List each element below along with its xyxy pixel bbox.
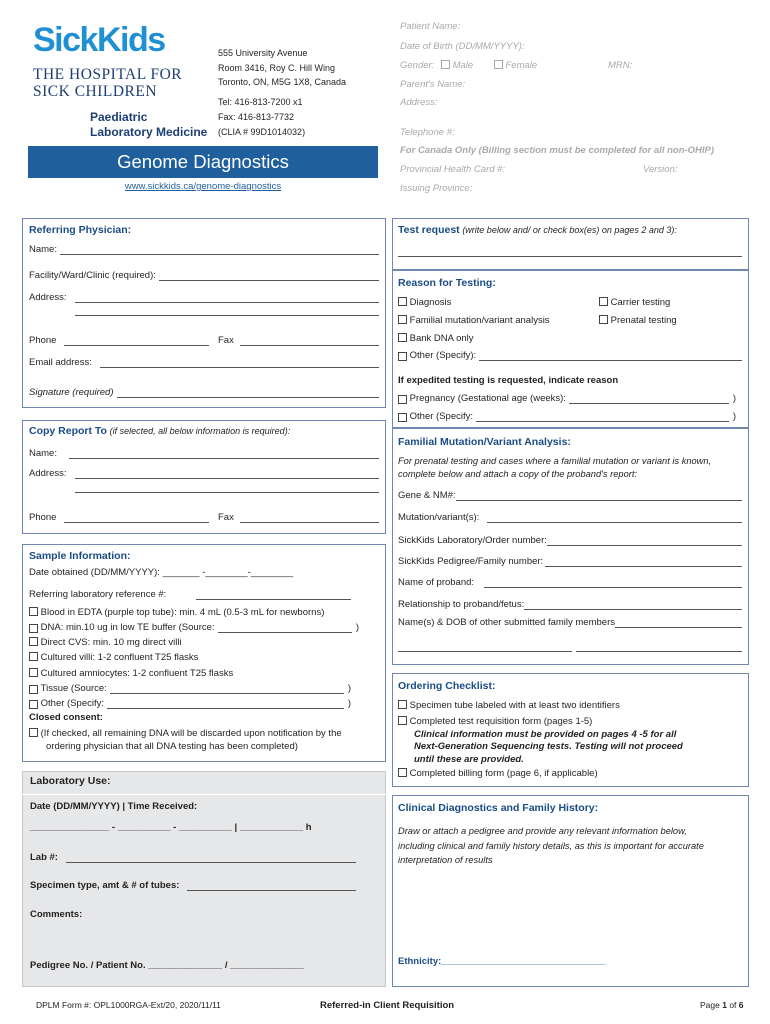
mutation-label: Mutation/variant(s): (398, 512, 480, 523)
ethnicity-field[interactable]: Ethnicity:_______________________________ (398, 956, 606, 967)
test-request-field[interactable] (398, 256, 742, 257)
reason-other (398, 350, 742, 361)
sample-item-label: Tissue (Source: (40, 683, 107, 694)
pedigree-number-row (398, 556, 742, 567)
footer-title: Referred-in Client Requisition (320, 1000, 455, 1011)
checklist-item-2-label: Completed test requisition form (pages 1-5) (409, 716, 593, 727)
ref-address-field-2[interactable] (75, 315, 379, 316)
copy-fax-row (218, 512, 379, 523)
prenatal-testing-label: Prenatal testing (610, 315, 677, 326)
lab-number-label: Lab #: (30, 852, 58, 863)
tissue-source-field[interactable] (110, 685, 344, 694)
department-line-1: Paediatric (90, 110, 148, 124)
test-request-title-row (398, 224, 677, 236)
clinical-text-3: interpretation of results (398, 855, 493, 865)
expedited-other-field[interactable] (476, 413, 729, 422)
copy-report-note: (if selected, all below information is required): (109, 426, 291, 436)
sample-ref-field[interactable] (196, 591, 351, 600)
copy-report-title: Copy Report To (29, 425, 107, 437)
family-members-row (398, 617, 742, 628)
province-label: Issuing Province: (400, 183, 473, 194)
logo-line-1: THE HOSPITAL FOR (33, 66, 183, 83)
logo-line-2: SICK CHILDREN (33, 83, 158, 100)
lab-date-field[interactable]: _______________ - __________ - __________ | ____________ h (30, 822, 312, 833)
male-label: Male (452, 60, 474, 71)
copy-phone-row (29, 512, 209, 523)
checklist-item-2-note-1: Clinical information must be provided on pages 4 -5 for all (414, 728, 677, 740)
closed-consent-text-1: (If checked, all remaining DNA will be discarded upon notification by the (40, 728, 342, 739)
gestational-age-field[interactable] (569, 395, 729, 404)
reason-bank (398, 333, 474, 344)
test-request-note: (write below and/ or check box(es) on pages 2 and 3): (462, 225, 677, 235)
family-members-field-2a[interactable] (398, 651, 572, 652)
bank-dna-checkbox[interactable] (398, 333, 407, 342)
mutation-field[interactable] (487, 514, 742, 523)
lab-number-row (30, 852, 356, 863)
ref-facility-label: Facility/Ward/Clinic (required): (29, 270, 156, 281)
form-number: DPLM Form #: OPL1000RGA-Ext/20, 2020/11/11 (36, 1000, 221, 1010)
ref-fax-row (218, 335, 379, 346)
expedited-pregnancy: Pregnancy (Gestational age (weeks): ) (398, 393, 736, 404)
clinical-text-1: Draw or attach a pedigree and provide any relevant information below, (398, 826, 687, 836)
relationship-label: Relationship to proband/fetus: (398, 599, 525, 610)
copy-name-label: Name: (29, 448, 57, 459)
diagnosis-checkbox[interactable] (398, 297, 407, 306)
gender-row (400, 60, 537, 71)
website-link[interactable]: www.sickkids.ca/genome-diagnostics (124, 181, 282, 192)
logo-wordmark: SickKids (33, 21, 165, 59)
sample-item-6: Tissue (Source: ) (29, 683, 351, 694)
ref-name-label: Name: (29, 244, 57, 255)
other-sample-field[interactable] (107, 700, 344, 709)
expedited-other-label: Other (Specify: (409, 411, 473, 422)
lab-specimen-row (30, 880, 356, 891)
pregnancy-checkbox[interactable] (398, 395, 407, 404)
ref-phone-row (29, 335, 209, 346)
page-prefix: Page (700, 1000, 723, 1010)
ref-address-row (29, 292, 379, 303)
address-line-2: Room 3416, Roy C. Hill Wing (218, 62, 336, 73)
checklist-item-2 (398, 716, 683, 766)
copy-phone-field[interactable] (64, 514, 209, 523)
sample-item-2: DNA: min.10 ug in low TE buffer (Source: ) (29, 622, 359, 633)
reason-title: Reason for Testing: (398, 277, 496, 289)
page-current: 1 (722, 1000, 727, 1010)
lab-specimen-label: Specimen type, amt & # of tubes: (30, 880, 180, 891)
ref-phone-label: Phone (29, 335, 57, 346)
cultured-villi-checkbox[interactable] (29, 652, 38, 661)
familial-title: Familial Mutation/Variant Analysis: (398, 436, 571, 448)
order-number-field[interactable] (547, 537, 742, 546)
family-members-label: Name(s) & DOB of other submitted family members (398, 617, 615, 628)
direct-cvs-checkbox[interactable] (29, 637, 38, 646)
ref-facility-row (29, 270, 379, 281)
order-number-row (398, 535, 742, 546)
ref-email-label: Email address: (29, 357, 92, 368)
patient-address-label: Address: (400, 97, 438, 108)
female-label: Female (505, 60, 538, 71)
closed-consent-text-2: ordering physician that all DNA testing has been completed) (46, 741, 298, 752)
reason-diagnosis (398, 297, 451, 308)
ref-phone-field[interactable] (64, 337, 209, 346)
other-sample-checkbox[interactable] (29, 700, 38, 709)
sample-date: Date obtained (DD/MM/YYYY): _______ -________-________ (29, 567, 294, 578)
laboratory-use-title: Laboratory Use: (30, 775, 111, 787)
sample-item-4 (29, 652, 198, 663)
proband-label: Name of proband: (398, 577, 475, 588)
bank-dna-label: Bank DNA only (409, 333, 474, 344)
parent-name-label: Parent's Name: (400, 79, 466, 90)
dna-source-field[interactable] (218, 624, 352, 633)
checklist-item-1 (398, 700, 620, 711)
lab-pedigree-row[interactable]: Pedigree No. / Patient No. ______________ / ______________ (30, 960, 305, 971)
sample-item-1 (29, 607, 324, 618)
mutation-row (398, 512, 742, 523)
closed-consent-checkbox[interactable] (29, 728, 38, 737)
fax-number: Fax: 416-813-7732 (218, 112, 295, 122)
reason-familial (398, 315, 550, 326)
address-line-3: Toronto, ON, M5G 1X8, Canada (218, 77, 347, 87)
copy-address-field[interactable] (75, 470, 380, 479)
carrier-testing-checkbox[interactable] (599, 297, 608, 306)
sample-item-label: Cultured amniocytes: 1-2 confluent T25 flasks (40, 668, 234, 679)
ref-signature-field[interactable] (117, 389, 380, 398)
family-members-field[interactable] (615, 619, 742, 628)
copy-address-field-2[interactable] (75, 492, 379, 493)
checklist-item-1-label: Specimen tube labeled with at least two identifiers (409, 700, 620, 711)
expedited-label: If expedited testing is requested, indicate reason (398, 375, 619, 386)
sample-item-3 (29, 637, 182, 648)
copy-address-row (29, 468, 379, 479)
checklist-item-2-note-3: until these are provided. (414, 753, 524, 765)
referring-physician-title: Referring Physician: (29, 224, 132, 236)
copy-name-row (29, 448, 379, 459)
family-members-field-2b[interactable] (576, 651, 742, 652)
expedited-other: Other (Specify: ) (398, 411, 736, 422)
proband-field[interactable] (484, 579, 742, 588)
tissue-checkbox[interactable] (29, 685, 38, 694)
address-line-1: 555 University Avenue (218, 48, 308, 58)
hospital-logo (33, 22, 213, 100)
pedigree-number-label: SickKids Pedigree/Family number: (398, 556, 544, 567)
familial-mutation-label: Familial mutation/variant analysis (409, 315, 550, 326)
page-total: 6 (738, 1000, 744, 1010)
sample-item-label: Other (Specify: (40, 698, 104, 709)
lab-divider (22, 794, 386, 795)
page-separator: of (726, 1000, 739, 1010)
copy-name-field[interactable] (69, 450, 379, 459)
cultured-amniocytes-checkbox[interactable] (29, 668, 38, 677)
sample-ref-label: Referring laboratory reference #: (29, 589, 167, 600)
dob-label: Date of Birth (DD/MM/YYYY): (400, 41, 525, 52)
checklist-title: Ordering Checklist: (398, 680, 496, 692)
closed-consent-row (29, 727, 342, 753)
lab-number-field[interactable] (66, 854, 356, 863)
ref-address-label: Address: (29, 292, 67, 303)
ref-email-field[interactable] (100, 359, 379, 368)
reason-for-testing-box (392, 270, 749, 428)
ref-address-field[interactable] (75, 294, 380, 303)
department-line-2: Laboratory Medicine (90, 125, 208, 139)
copy-fax-field[interactable] (240, 514, 379, 523)
ref-fax-label: Fax (218, 335, 234, 346)
telephone-number: Tel: 416-813-7200 x1 (218, 97, 303, 107)
lab-comments-label: Comments: (30, 909, 83, 920)
familial-mutation-checkbox[interactable] (398, 315, 407, 324)
sample-item-label: Blood in EDTA (purple top tube): min. 4 mL (0.5-3 mL for newborns) (40, 607, 325, 618)
hospital-address (218, 46, 346, 90)
pedigree-number-field[interactable] (545, 558, 742, 567)
clinical-instructions (398, 824, 704, 868)
lab-specimen-field[interactable] (187, 882, 356, 891)
ref-email-row (29, 357, 379, 368)
version-label: Version: (643, 164, 678, 175)
carrier-testing-label: Carrier testing (610, 297, 671, 308)
checklist-item-2-note-2: Next-Generation Sequencing tests. Testing will not proceed (414, 741, 683, 752)
patient-telephone-label: Telephone #: (400, 127, 455, 138)
ref-facility-field[interactable] (159, 272, 379, 281)
clia-number: (CLIA # 99D1014032) (218, 127, 306, 137)
checklist-item-3-label: Completed billing form (page 6, if applicable) (409, 768, 598, 779)
ref-signature-row (29, 387, 379, 398)
ref-signature-label: Signature (required) (29, 387, 114, 398)
tube-labeled-checkbox[interactable] (398, 700, 407, 709)
sample-info-title: Sample Information: (29, 550, 131, 562)
sample-item-label: DNA: min.10 ug in low TE buffer (Source: (40, 622, 215, 633)
prenatal-testing-checkbox[interactable] (599, 315, 608, 324)
male-checkbox[interactable] (441, 60, 450, 69)
pregnancy-label: Pregnancy (Gestational age (weeks): (409, 393, 566, 404)
copy-phone-label: Phone (29, 512, 57, 523)
health-card-label: Provincial Health Card #: (400, 164, 506, 175)
test-request-title: Test request (398, 224, 460, 236)
sample-item-label: Cultured villi: 1-2 confluent T25 flasks (40, 652, 199, 663)
lab-date-label: Date (DD/MM/YYYY) | Time Received: (30, 801, 198, 812)
diagnosis-label: Diagnosis (409, 297, 452, 308)
gene-label: Gene & NM#: (398, 490, 456, 501)
requisition-form-checkbox[interactable] (398, 716, 407, 725)
banner (28, 146, 378, 178)
reason-other-field[interactable] (479, 352, 742, 361)
canada-billing-note: For Canada Only (Billing section must be completed for all non-OHIP) (400, 145, 715, 156)
ref-name-row (29, 244, 379, 255)
relationship-row (398, 599, 742, 610)
reason-prenatal (599, 315, 677, 326)
expedited-other-checkbox[interactable] (398, 413, 407, 422)
department-name (90, 110, 207, 140)
copy-address-label: Address: (29, 468, 67, 479)
gene-row (398, 490, 742, 501)
banner-title: Genome Diagnostics (117, 151, 289, 172)
familial-note-1: For prenatal testing and cases where a familial mutation or variant is known, (398, 456, 712, 466)
sample-ref-row (29, 589, 351, 600)
billing-form-checkbox[interactable] (398, 768, 407, 777)
clinical-text-2: including clinical and family history details, as this is important for accurate (398, 840, 704, 851)
ref-name-field[interactable] (60, 246, 379, 255)
ref-fax-field[interactable] (240, 337, 379, 346)
reason-other-checkbox[interactable] (398, 352, 407, 361)
relationship-field[interactable] (524, 601, 742, 610)
proband-row (398, 577, 742, 588)
page-number (700, 1000, 744, 1010)
sample-item-label: Direct CVS: min. 10 mg direct villi (40, 637, 182, 648)
clinical-title: Clinical Diagnostics and Family History: (398, 802, 599, 814)
dna-checkbox[interactable] (29, 624, 38, 633)
patient-name-label: Patient Name: (400, 21, 461, 32)
reason-other-label: Other (Specify): (409, 350, 477, 361)
gender-label: Gender: (400, 60, 435, 71)
hospital-contact (218, 95, 303, 125)
copy-fax-label: Fax (218, 512, 234, 523)
copy-report-title-row (29, 425, 290, 437)
familial-note (398, 455, 711, 481)
blood-edta-checkbox[interactable] (29, 607, 38, 616)
sample-item-5 (29, 668, 233, 679)
checklist-item-3 (398, 768, 598, 779)
closed-consent-label: Closed consent: (29, 712, 103, 723)
gene-field[interactable] (456, 492, 742, 501)
reason-carrier (599, 297, 670, 308)
order-number-label: SickKids Laboratory/Order number: (398, 535, 547, 546)
sample-item-7: Other (Specify: ) (29, 698, 351, 709)
familial-note-2: complete below and attach a copy of the proband's report: (398, 469, 637, 479)
mrn-label: MRN: (608, 60, 633, 71)
female-checkbox[interactable] (494, 60, 503, 69)
